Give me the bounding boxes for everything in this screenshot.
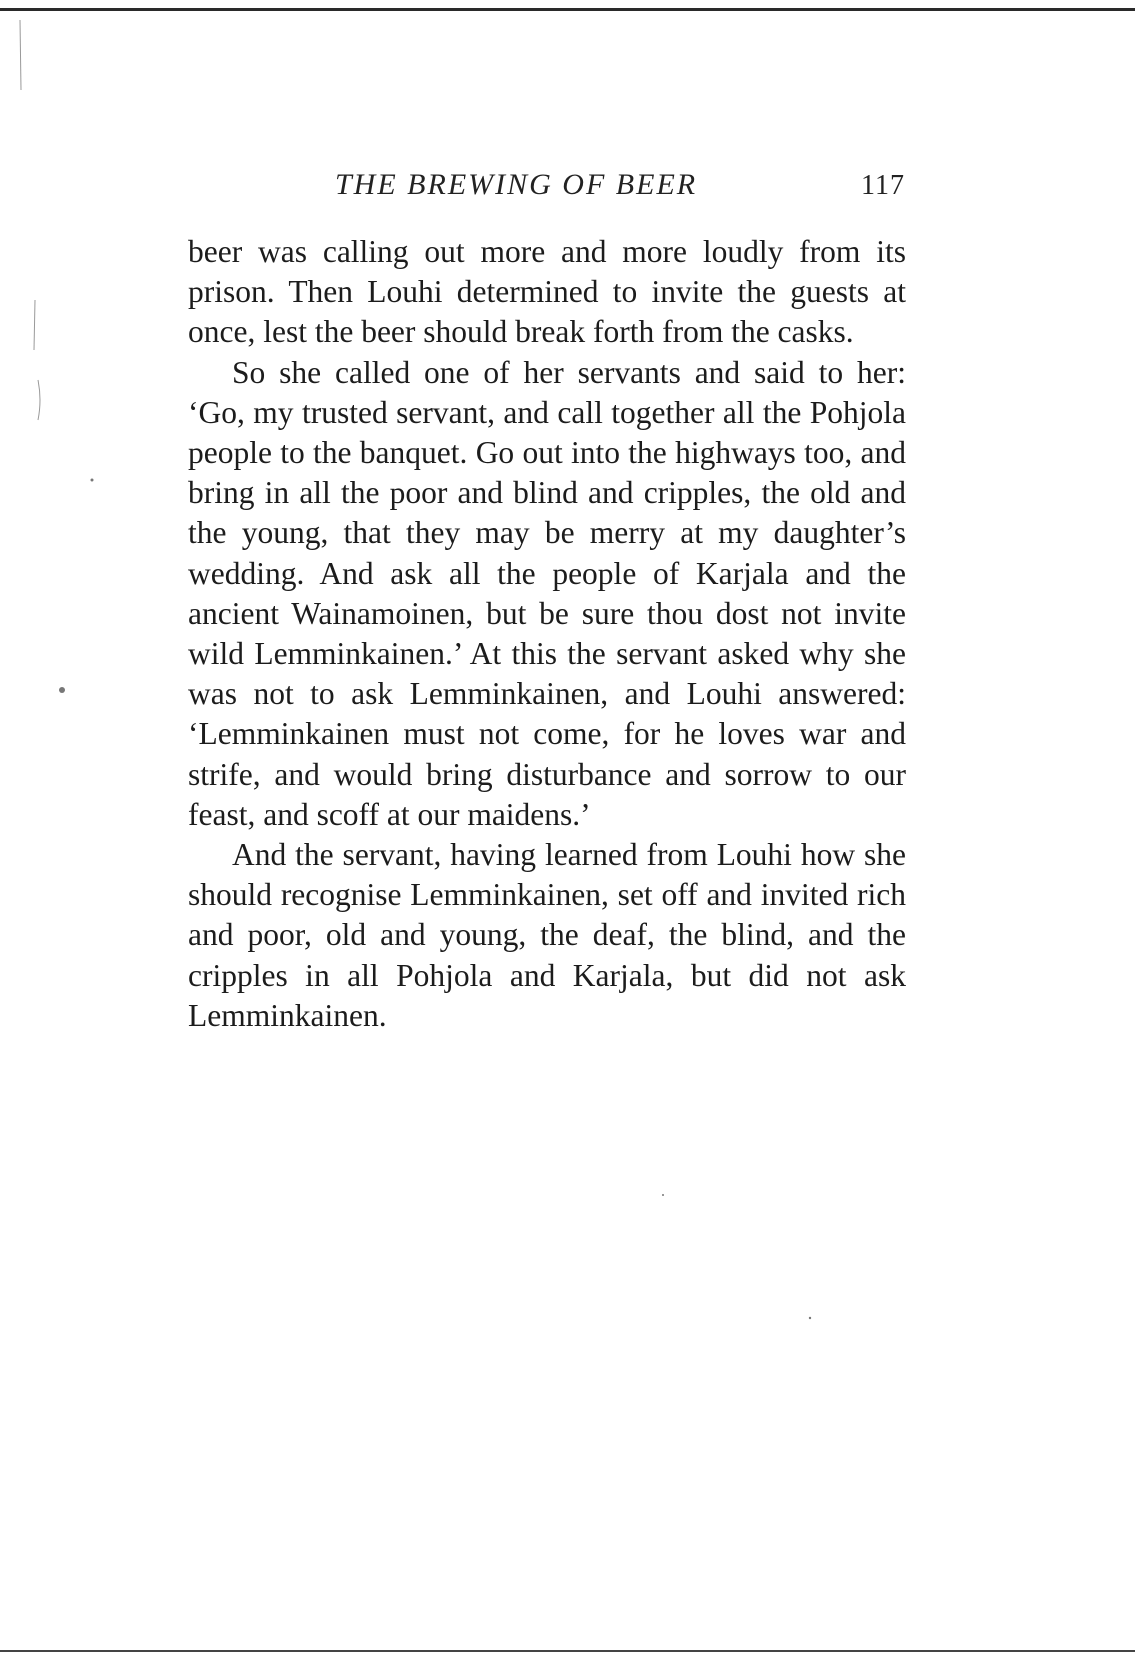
- paragraph-1: beer was calling out more and more loudly from its prison. Then Louhi determined to invite the guests at once, lest the beer should break forth from the casks.: [188, 234, 906, 350]
- ink-speck: [59, 687, 65, 693]
- ink-speck: [809, 1317, 811, 1319]
- page-number: 117: [861, 170, 905, 201]
- ink-speck: [662, 1194, 664, 1196]
- paragraph-2: So she called one of her servants and said to her: ‘Go, my trusted servant, and call together all the Pohjola people to the banquet. Go out into the highways too, and bring in all the poor and blind and cripples, the old and the young, that they may be merry at my daughter’s wedding. And ask all the people of Karjala and the ancient Wainamoinen, but be sure thou dost not invite wild Lemminkainen.’ At this the servant asked why she was not to ask Lemminkainen, and Louhi answered: ‘Lemminkainen must not come, for he loves war and strife, and would bring disturbance and sorrow to our feast, and scoff at our maidens.’: [188, 354, 906, 832]
- margin-mark: [38, 380, 40, 420]
- page-header: [190, 168, 905, 208]
- body-text: [188, 232, 906, 1036]
- paragraph-3: And the servant, having learned from Louhi how she should recognise Lemminkainen, set off and invited rich and poor, old and young, the deaf, the blind, and the cripples in all Pohjola and Karjala, but did not ask Lemminkainen.: [188, 837, 906, 1033]
- margin-mark: [20, 20, 21, 90]
- running-head: THE BREWING OF BEER: [335, 168, 698, 201]
- ink-speck: [91, 479, 94, 482]
- top-page-edge-rule: [0, 8, 1135, 11]
- margin-mark: [34, 300, 35, 350]
- bottom-page-edge-rule: [0, 1650, 1135, 1652]
